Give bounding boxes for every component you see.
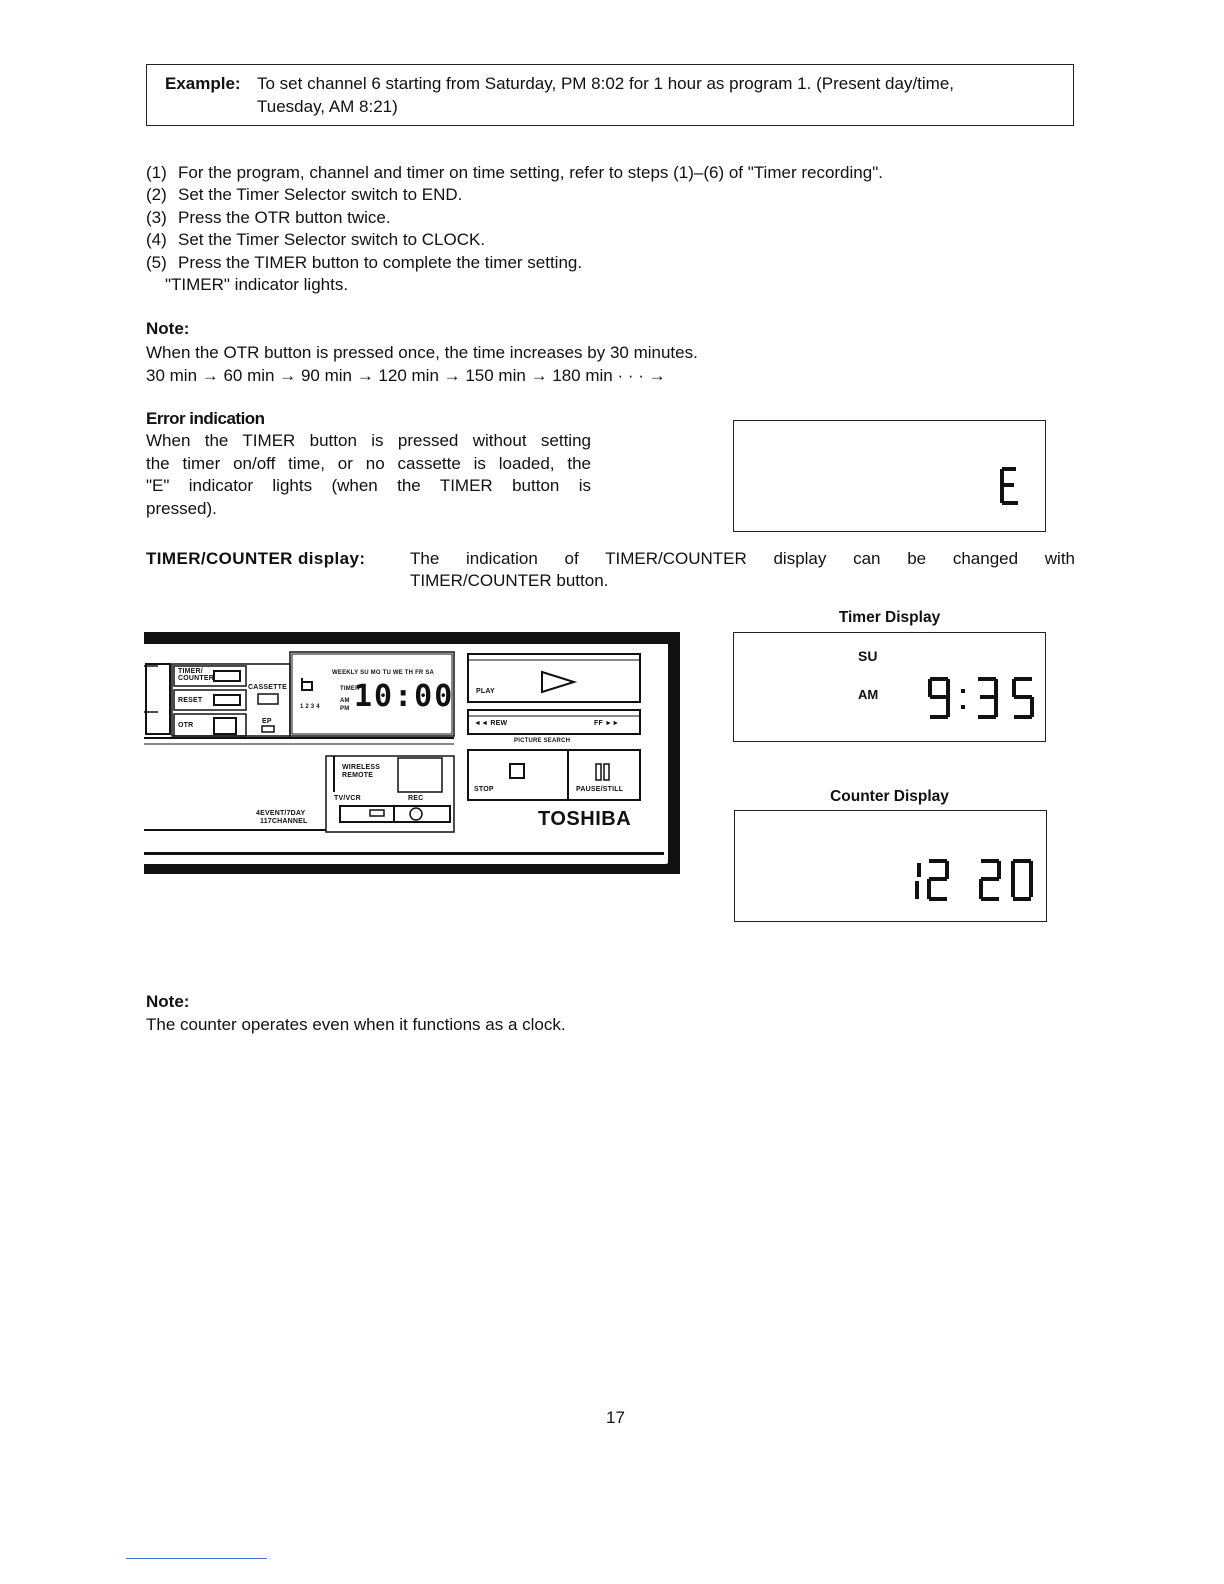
error-line-4: pressed). [146, 498, 217, 518]
timer-display-day: SU [858, 648, 878, 664]
example-line-2: Tuesday, AM 8:21) [257, 96, 398, 116]
vcr-pm-label: PM [340, 706, 350, 712]
page-number: 17 [606, 1408, 625, 1427]
example-text [257, 73, 1057, 118]
step-5-sub: "TIMER" indicator lights. [165, 275, 349, 294]
step-1: (1) For the program, channel and timer on time setting, refer to steps (1)–(6) of "Timer recording". [146, 163, 883, 182]
error-display [733, 420, 1046, 532]
error-line-3: "E" indicator lights (when the TIMER button is [146, 476, 591, 495]
vcr-panel-body [144, 630, 680, 878]
note-1-line-1: When the OTR button is pressed once, the time increases by 30 minutes. [146, 343, 698, 362]
note-1-line-2: 30 min → 60 min → 90 min → 120 min → 150 min → 180 min · · · → [146, 366, 666, 385]
vcr-rew-label: ◄◄ REW [474, 720, 508, 727]
counter-display-title: Counter Display [830, 788, 949, 805]
vcr-event-label: 4EVENT/7DAY [256, 810, 306, 817]
timer-display-ampm: AM [858, 687, 879, 702]
vcr-lcd-digits: 10:00 [354, 679, 455, 714]
vcr-prog-label: 1 2 3 4 [300, 704, 320, 710]
timer-display [733, 632, 1046, 742]
step-5: (5) Press the TIMER button to complete the timer setting. [146, 253, 583, 272]
error-line-1: When the TIMER button is pressed without setting [146, 431, 591, 450]
note-2-heading: Note: [146, 992, 190, 1011]
vcr-rec-label: REC [408, 795, 424, 802]
example-label: Example: [165, 74, 241, 93]
timer-counter-line-1: The indication of TIMER/COUNTER display can be changed with [410, 549, 1075, 568]
example-box [146, 64, 1074, 126]
vcr-channel-label: 117CHANNEL [260, 818, 308, 825]
example-line-1: To set channel 6 starting from Saturday, PM 8:02 for 1 hour as program 1. (Present day/time, [257, 74, 955, 93]
error-heading: Error indication [146, 409, 265, 428]
step-2: (2) Set the Timer Selector switch to END. [146, 185, 463, 204]
vcr-tvvcr-label: TV/VCR [334, 795, 361, 802]
vcr-cassette-label: CASSETTE [248, 684, 287, 691]
error-e-segment [1000, 467, 1020, 505]
vcr-panel-illustration [144, 630, 680, 878]
timer-counter-label: TIMER/COUNTER display: [146, 549, 366, 568]
vcr-stop-label: STOP [474, 786, 494, 793]
vcr-pause-label: PAUSE/STILL [576, 786, 624, 793]
vcr-otr-label: OTR [178, 722, 194, 729]
vcr-reset-label: RESET [178, 697, 203, 704]
vcr-ep-label: EP [262, 718, 272, 725]
vcr-picture-search-label: PICTURE SEARCH [514, 738, 571, 744]
step-4: (4) Set the Timer Selector switch to CLOCK. [146, 230, 486, 249]
vcr-timer-counter-label: TIMER/ COUNTER [178, 668, 215, 682]
timer-display-digits [928, 677, 1036, 719]
note-1-heading: Note: [146, 319, 190, 338]
note-2-text: The counter operates even when it functions as a clock. [146, 1015, 566, 1034]
counter-display-digits [915, 859, 1037, 901]
vcr-play-label: PLAY [476, 688, 495, 695]
vcr-timer-label: TIMER [340, 686, 360, 692]
timer-display-title: Timer Display [838, 609, 941, 626]
footer-rule [126, 1558, 267, 1559]
error-body [146, 430, 591, 520]
step-3: (3) Press the OTR button twice. [146, 208, 391, 227]
vcr-am-label: AM [340, 698, 350, 704]
vcr-brand-logo: TOSHIBA [538, 808, 632, 830]
vcr-wireless-label: WIRELESS REMOTE [342, 764, 381, 779]
vcr-weekly-label: WEEKLY SU MO TU WE TH FR SA [332, 670, 435, 676]
vcr-ff-label: FF ►► [594, 720, 620, 727]
timer-counter-line-2: TIMER/COUNTER button. [410, 571, 609, 590]
error-line-2: the timer on/off time, or no cassette is loaded, the [146, 453, 591, 473]
counter-display [734, 810, 1047, 922]
